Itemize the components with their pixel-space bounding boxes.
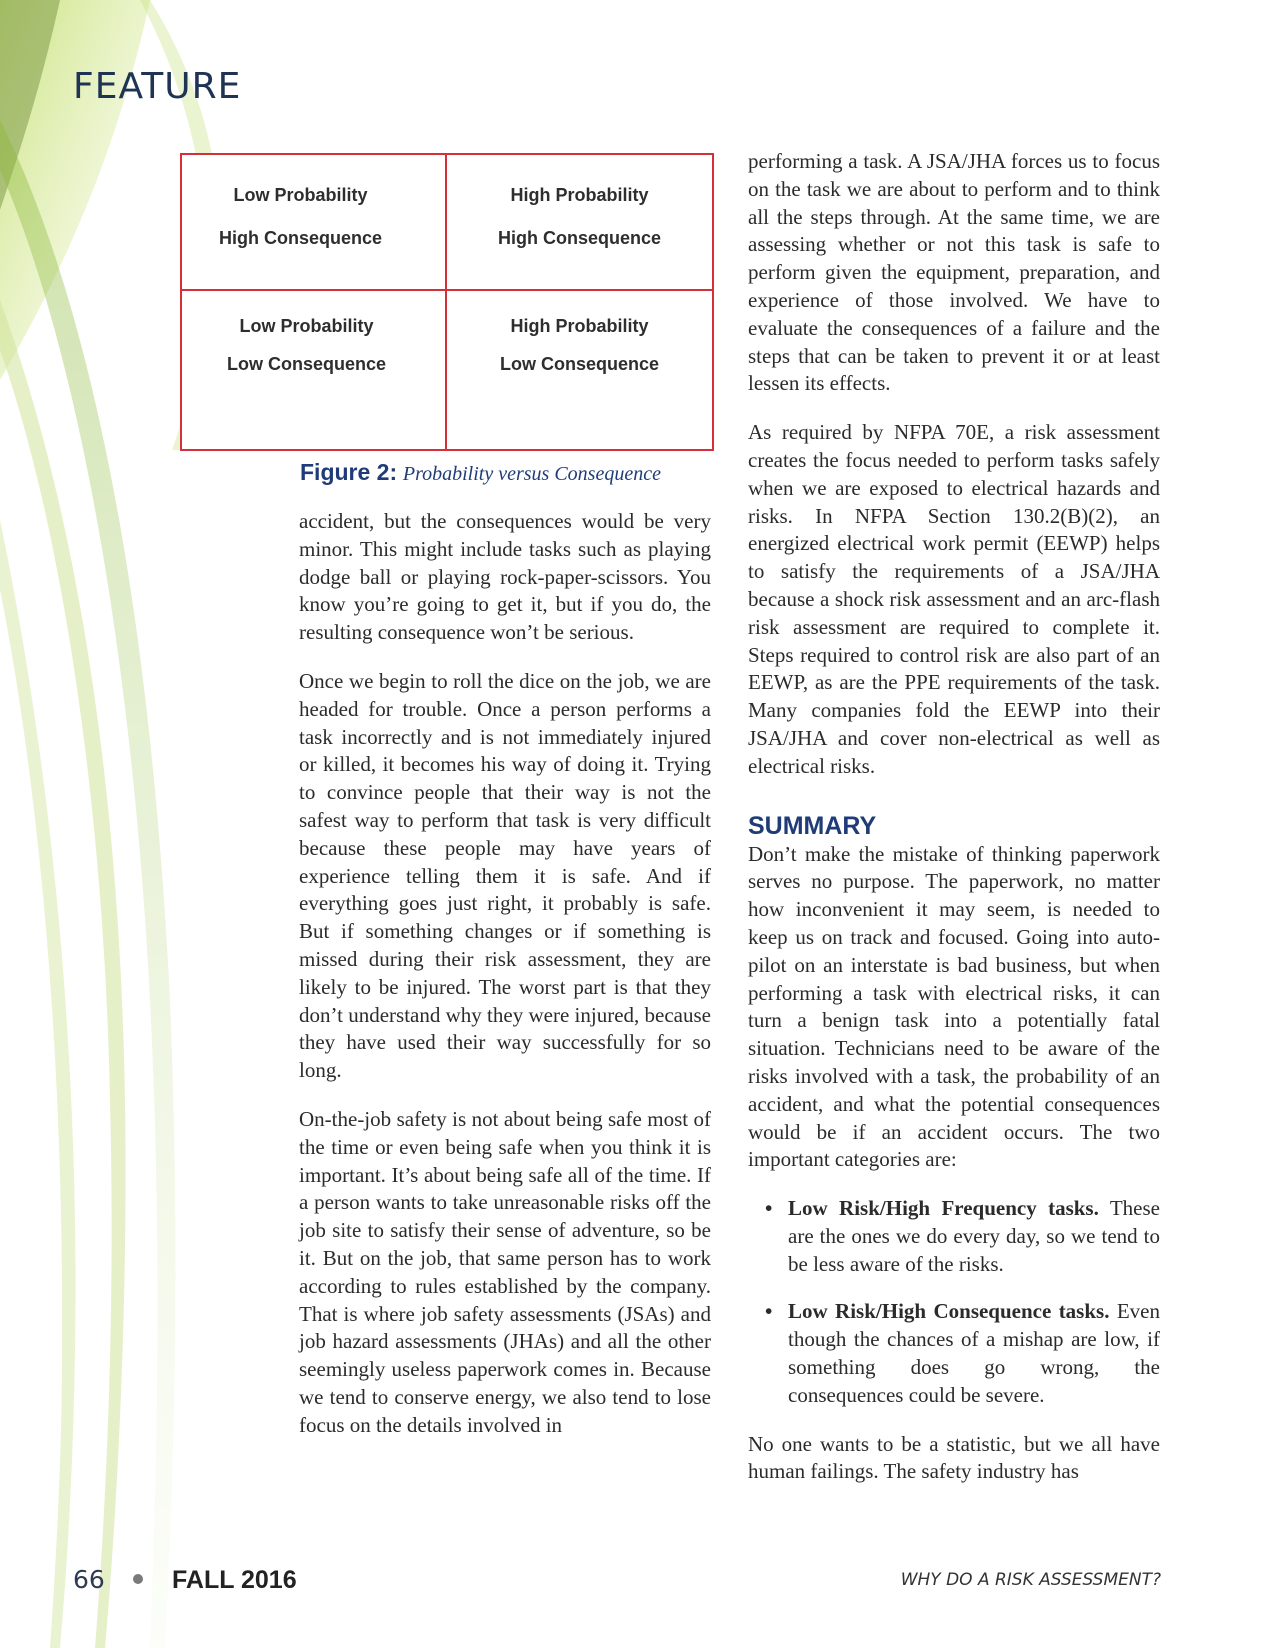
cell-consequence-label: Low Consequence <box>226 354 387 374</box>
section-label: FEATURE <box>73 66 242 107</box>
cell-consequence-label: Low Consequence <box>499 354 660 374</box>
body-paragraph: On-the-job safety is not about being safe most of the time or even being safe when you think it is important. It’s about being safe all of the time. If a person wants to take unreasonable risks off the job site to satisfy their sense of adventure, so be it. But on the job, that same person has to work according to rules established by the company. That is where job safety assessments (JSAs) and job hazard assessments (JHAs) and all the other seemingly useless paperwork comes in. Because we tend to conserve energy, we also tend to lose focus on the details involved in <box>299 1106 711 1437</box>
right-text-column <box>748 148 1160 1507</box>
body-paragraph: Once we begin to roll the dice on the job, we are headed for trouble. Once a person performs a task incorrectly and is not immediately injured or killed, it becomes his way of doing it. Trying to convince people that their way is not the safest way to perform that task is very difficult because these people may have years of experience telling them it is safe. And if everything goes just right, it probably is safe. But if something changes or if something is missed during their risk assessment, they are likely to be injured. The worst part is that they don’t understand why they were injured, because they have used their way successfully for so long. <box>299 668 711 1083</box>
issue-label: FALL 2016 <box>172 1566 297 1594</box>
bullet-bold-text: Low Risk/High Consequence tasks. <box>788 1299 1110 1324</box>
cell-consequence-label: High Consequence <box>497 228 662 248</box>
cell-probability-label: Low Probability <box>233 185 368 205</box>
list-item <box>748 1195 1160 1278</box>
figure-caption <box>300 459 661 486</box>
summary-paragraph: Don’t make the mistake of thinking paperwork serves no purpose. The paperwork, no matter how inconvenient it may seem, is needed to keep us on track and focused. Going into auto-pilot on an interstate is bad business, but when performing a task with electrical risks, it can turn a benign task into a potentially fatal situation. Technicians need to be aware of the risks involved with a task, the probability of an accident, and what the potential consequences would be if an accident occurs. The two important categories are: <box>748 841 1160 1172</box>
probability-consequence-matrix <box>180 153 714 451</box>
matrix-cell-top-right <box>447 155 712 291</box>
cell-probability-label: High Probability <box>510 185 649 205</box>
left-text-column <box>299 508 711 1461</box>
body-paragraph: performing a task. A JSA/JHA forces us to focus on the task we are about to perform and to think all the steps through. At the same time, we are assessing whether or not this task is safe to perform given the equipment, preparation, and experience of those involved. We have to evaluate the consequences of a failure and the steps that can be taken to prevent it or at least lessen its effects. <box>748 149 1160 396</box>
figure-caption-text: Probability versus Consequence <box>402 463 661 485</box>
list-item <box>748 1298 1160 1409</box>
figure-caption-label: Figure 2: <box>300 459 398 485</box>
page-number: 66 <box>73 1565 105 1594</box>
matrix-cell-top-left <box>182 155 447 291</box>
bullet-text: These are the ones we do every day, so we tend to be less aware of the risks. <box>788 1196 1160 1276</box>
bullet-bold-text: Low Risk/High Frequency tasks. <box>788 1196 1099 1221</box>
cell-probability-label: High Probability <box>510 316 649 336</box>
bullet-list <box>748 1195 1160 1410</box>
footer-separator-dot <box>133 1574 143 1584</box>
bullet-icon: • <box>765 1196 773 1221</box>
bullet-icon: • <box>765 1299 773 1324</box>
bullet-text: Even though the chances of a mishap are low, if something does go wrong, the consequences could be severe. <box>788 1299 1160 1407</box>
cell-probability-label: Low Probability <box>239 316 374 336</box>
matrix-cell-bottom-right <box>447 291 712 449</box>
summary-heading: SUMMARY <box>748 811 877 840</box>
matrix-cell-bottom-left <box>182 291 447 449</box>
article-running-title: WHY DO A RISK ASSESSMENT? <box>900 1570 1161 1590</box>
cell-consequence-label: High Consequence <box>218 228 383 248</box>
body-paragraph: As required by NFPA 70E, a risk assessment creates the focus needed to perform tasks safely when we are exposed to electrical hazards and risks. In NFPA Section 130.2(B)(2), an energized electrical work permit (EEWP) helps to satisfy the requirements of a JSA/JHA because a shock risk assessment and an arc-flash risk assessment are required to complete it. Steps required to control risk are also part of an EEWP, as are the PPE requirements of the task. Many companies fold the EEWP into their JSA/JHA and cover non-electrical as well as electrical risks. <box>748 420 1160 778</box>
body-paragraph: accident, but the consequences would be very minor. This might include tasks such as playing dodge ball or playing rock-paper-scissors. You know you’re going to get it, but if you do, the resulting consequence won’t be serious. <box>299 509 711 645</box>
closing-paragraph: No one wants to be a statistic, but we all have human failings. The safety industry has <box>748 1431 1160 1484</box>
